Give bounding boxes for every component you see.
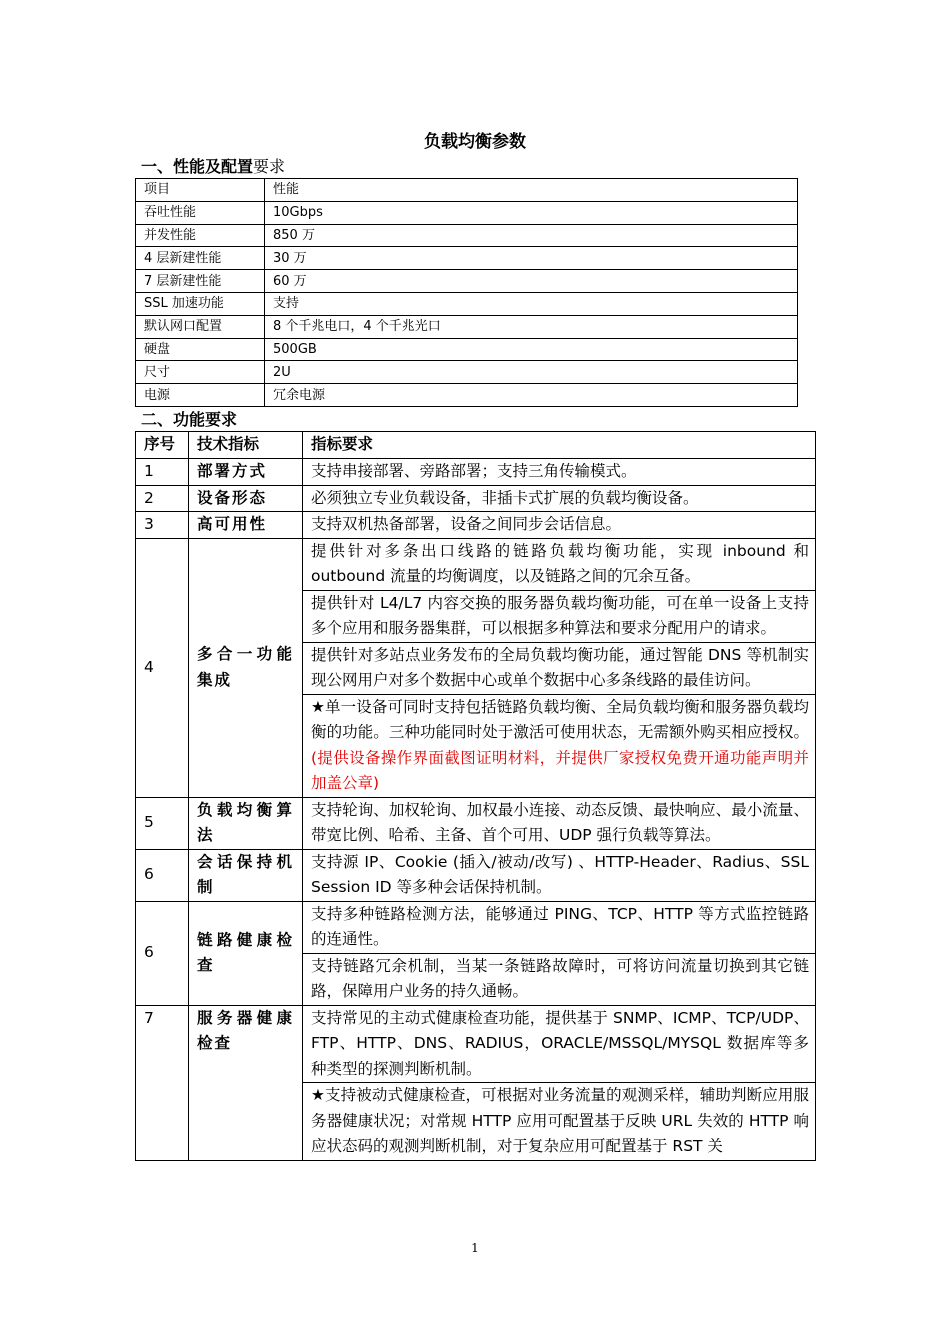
tech-indicator: 会话保持机制 (189, 849, 303, 901)
row-number: 2 (136, 485, 189, 512)
table-cell: 4 层新建性能 (136, 247, 265, 270)
requirement-note-red: (提供设备操作界面截图证明材料，并提供厂家授权免费开通功能声明并加盖公章) (311, 748, 809, 792)
requirement: 支持双机热备部署，设备之间同步会话信息。 (303, 512, 816, 539)
table-row (136, 247, 798, 270)
row-number: 5 (136, 797, 189, 849)
table-cell: 吞吐性能 (136, 201, 265, 224)
requirement: 提供针对多站点业务发布的全局负载均衡功能，通过智能 DNS 等机制实现公网用户对多个数据中心或单个数据中心多条线路的最佳访问。 (303, 642, 816, 694)
table-row (136, 338, 798, 361)
tech-indicator: 部署方式 (189, 459, 303, 486)
tech-indicator: 高可用性 (189, 512, 303, 539)
table-row (136, 797, 816, 849)
table-row (136, 538, 816, 590)
requirement-text: ★单一设备可同时支持包括链路负载均衡、全局负载均衡和服务器负载均衡的功能。三种功能同时处于激活可使用状态，无需额外购买相应授权。 (311, 697, 809, 741)
table-cell: 硬盘 (136, 338, 265, 361)
requirement: ★支持被动式健康检查，可根据对业务流量的观测采样，辅助判断应用服务器健康状况；对常规 HTTP 应用可配置基于反映 URL 失效的 HTTP 响应状态码的观测判断机制，对于复杂应用可配置基于 RST 关 (303, 1083, 816, 1161)
row-number: 7 (136, 1005, 189, 1160)
requirement-starred (303, 694, 816, 797)
table-cell: 性能 (265, 179, 798, 202)
section-heading-performance (141, 154, 285, 177)
column-header-tech: 技术指标 (189, 432, 303, 459)
table-cell: 并发性能 (136, 224, 265, 247)
requirement: 支持轮询、加权轮询、加权最小连接、动态反馈、最快响应、最小流量、带宽比例、哈希、主备、首个可用、UDP 强行负载等算法。 (303, 797, 816, 849)
row-number: 3 (136, 512, 189, 539)
table-row (136, 459, 816, 486)
table-row (136, 849, 816, 901)
column-header-number: 序号 (136, 432, 189, 459)
requirement: 支持串接部署、旁路部署；支持三角传输模式。 (303, 459, 816, 486)
table-cell: 30 万 (265, 247, 798, 270)
table-row (136, 201, 798, 224)
document-title: 负载均衡参数 (424, 132, 526, 152)
table-header-row (136, 432, 816, 459)
requirement: 支持常见的主动式健康检查功能，提供基于 SNMP、ICMP、TCP/UDP、FTP、HTTP、DNS、RADIUS，ORACLE/MSSQL/MYSQL 数据库等多种类型的探测判断机制。 (303, 1005, 816, 1083)
column-header-requirement: 指标要求 (303, 432, 816, 459)
table-row (136, 292, 798, 315)
table-cell: 850 万 (265, 224, 798, 247)
requirement: 支持多种链路检测方法，能够通过 PING、TCP、HTTP 等方式监控链路的连通性。 (303, 901, 816, 953)
requirement: 支持链路冗余机制，当某一条链路故障时，可将访问流量切换到其它链路，保障用户业务的持久通畅。 (303, 953, 816, 1005)
table-cell: 电源 (136, 384, 265, 407)
section-heading-functions: 二、功能要求 (141, 410, 238, 429)
table-row (136, 384, 798, 407)
tech-indicator: 服务器健康检查 (189, 1005, 303, 1160)
table-cell: 8 个千兆电口，4 个千兆光口 (265, 315, 798, 338)
tech-indicator: 链路健康检查 (189, 901, 303, 1005)
tech-indicator: 设备形态 (189, 485, 303, 512)
table-cell: 默认网口配置 (136, 315, 265, 338)
requirement: 提供针对多条出口线路的链路负载均衡功能，实现 inbound 和 outbound 流量的均衡调度，以及链路之间的冗余互备。 (303, 538, 816, 590)
table-cell: 尺寸 (136, 361, 265, 384)
table-row (136, 224, 798, 247)
table-row (136, 179, 798, 202)
section-heading-light: 要求 (253, 157, 286, 176)
row-number: 1 (136, 459, 189, 486)
table-cell: 项目 (136, 179, 265, 202)
table-row (136, 512, 816, 539)
table-cell: 7 层新建性能 (136, 270, 265, 293)
requirement: 提供针对 L4/L7 内容交换的服务器负载均衡功能，可在单一设备上支持多个应用和服务器集群，可以根据多种算法和要求分配用户的请求。 (303, 590, 816, 642)
row-number: 4 (136, 538, 189, 797)
table-cell: 冗余电源 (265, 384, 798, 407)
table-row (136, 1005, 816, 1083)
function-requirements-table (135, 431, 816, 1161)
table-row (136, 315, 798, 338)
tech-indicator: 负载均衡算法 (189, 797, 303, 849)
table-cell: 60 万 (265, 270, 798, 293)
table-cell: 10Gbps (265, 201, 798, 224)
table-row (136, 485, 816, 512)
tech-indicator: 多合一功能集成 (189, 538, 303, 797)
performance-table (135, 178, 798, 407)
table-row (136, 901, 816, 953)
table-cell: 500GB (265, 338, 798, 361)
table-cell: 2U (265, 361, 798, 384)
table-cell: 支持 (265, 292, 798, 315)
table-row (136, 361, 798, 384)
page-number: 1 (471, 1241, 479, 1255)
requirement: 必须独立专业负载设备，非插卡式扩展的负载均衡设备。 (303, 485, 816, 512)
table-row (136, 270, 798, 293)
section-heading-bold: 一、性能及配置 (141, 157, 254, 176)
requirement: 支持源 IP、Cookie (插入/被动/改写) 、HTTP-Header、Radius、SSL Session ID 等多种会话保持机制。 (303, 849, 816, 901)
row-number: 6 (136, 901, 189, 1005)
table-cell: SSL 加速功能 (136, 292, 265, 315)
row-number: 6 (136, 849, 189, 901)
